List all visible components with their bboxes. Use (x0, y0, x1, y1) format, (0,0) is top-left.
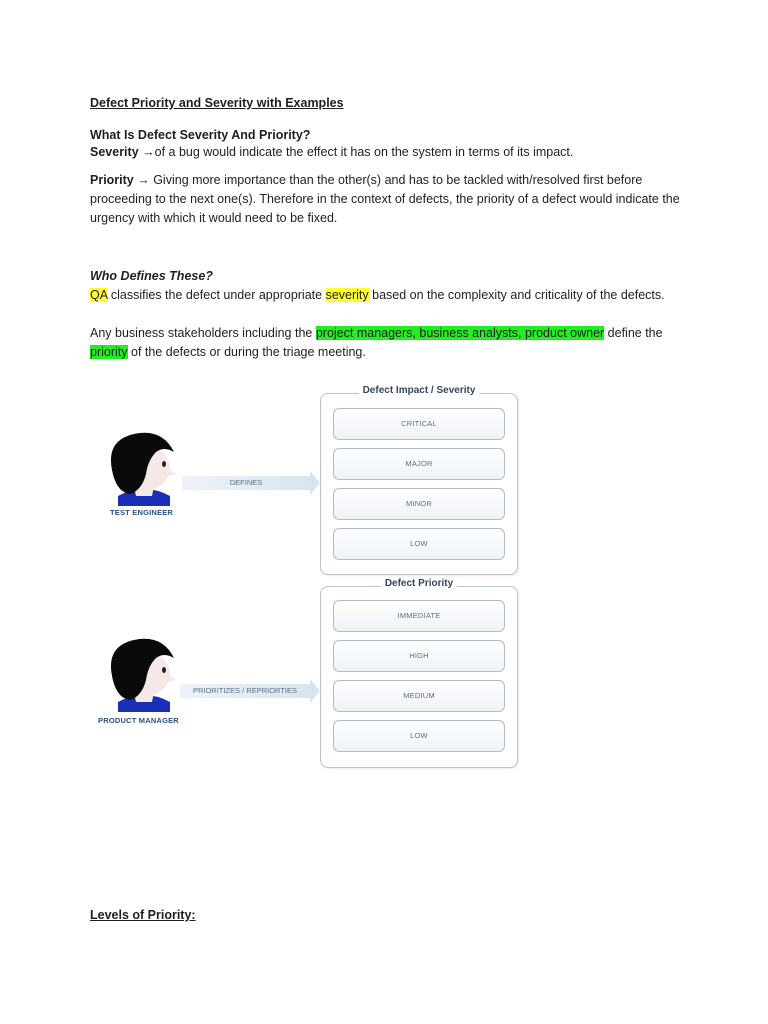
qa-text-2: based on the complexity and criticality of the defects. (368, 288, 665, 302)
product-manager-icon (104, 636, 184, 712)
biz-text-3: of the defects or during the triage meeting. (127, 345, 366, 359)
severity-group-title: Defect Impact / Severity (321, 385, 517, 396)
qa-highlight: QA (90, 288, 108, 302)
priority-level-low: LOW (333, 720, 505, 752)
priority-level-immediate: IMMEDIATE (333, 600, 505, 632)
severity-group (320, 385, 518, 575)
severity-highlight: severity (325, 288, 369, 302)
priority-group-title: Defect Priority (321, 578, 517, 589)
priority-definition (90, 171, 690, 228)
severity-level-major: MAJOR (333, 448, 505, 480)
qa-text-1: classifies the defect under appropriate (107, 288, 326, 302)
section-heading-who-defines: Who Defines These? (90, 269, 213, 283)
priority-text: → Giving more importance than the other(s) and has to be tackled with/resolved first before proceeding to the next one(s). Therefore in the context of defects, the priority of a defect would indicate the urgency with which it would need to be fixed. (90, 173, 680, 225)
severity-definition (90, 143, 690, 162)
severity-text: →of a bug would indicate the effect it has on the system in terms of its impact. (138, 145, 574, 159)
stakeholder-highlight: project managers, business analysts, product owner (315, 326, 605, 340)
product-manager-label: PRODUCT MANAGER (98, 716, 179, 725)
biz-text-1: Any business stakeholders including the (90, 326, 316, 340)
severity-level-critical: CRITICAL (333, 408, 505, 440)
priority-label: Priority (90, 173, 134, 187)
test-engineer-icon (104, 430, 184, 506)
priority-level-medium: MEDIUM (333, 680, 505, 712)
test-engineer-label: TEST ENGINEER (110, 508, 174, 517)
priority-group (320, 578, 518, 768)
severity-level-minor: MINOR (333, 488, 505, 520)
levels-of-priority-heading: Levels of Priority: (90, 908, 196, 922)
priority-highlight: priority (90, 345, 128, 359)
qa-paragraph (90, 286, 690, 305)
section-heading-severity-priority: What Is Defect Severity And Priority? (90, 128, 311, 142)
prioritizes-arrow: PRIORITIZES / REPRIORTIES (180, 684, 310, 698)
stakeholder-paragraph (90, 324, 690, 362)
severity-level-low: LOW (333, 528, 505, 560)
document-title: Defect Priority and Severity with Examples (90, 96, 344, 110)
defines-arrow: DEFINES (182, 476, 310, 490)
biz-text-2: define the (604, 326, 663, 340)
severity-label: Severity (90, 145, 139, 159)
priority-level-high: HIGH (333, 640, 505, 672)
